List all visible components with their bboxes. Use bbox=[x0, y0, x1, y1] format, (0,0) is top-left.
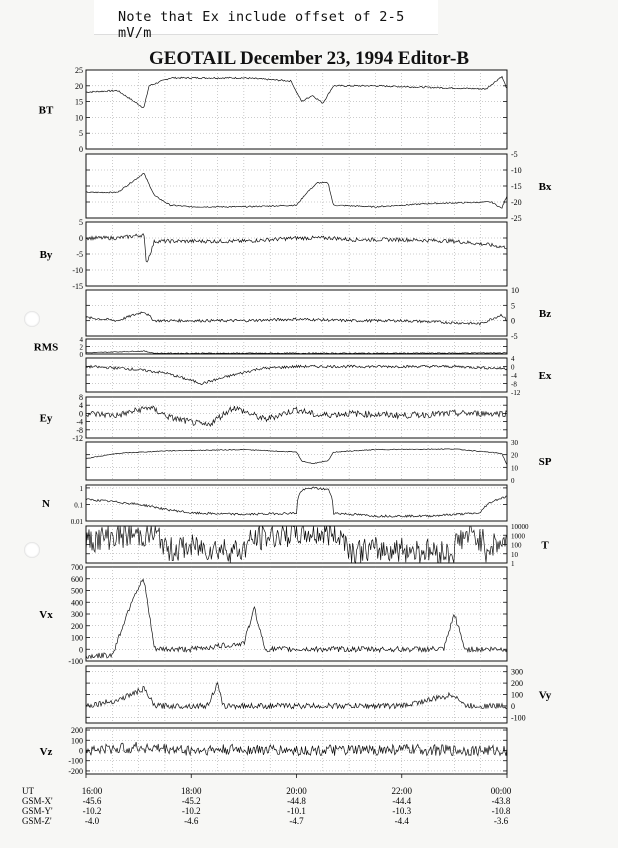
y-tick-label: 1 bbox=[79, 484, 83, 493]
y-tick-label: 30 bbox=[511, 439, 518, 447]
y-tick-label: -10 bbox=[72, 266, 83, 275]
panel-label: BT bbox=[38, 104, 54, 117]
orbit-row-label: GSM-X' bbox=[22, 796, 53, 806]
y-tick-label: 300 bbox=[511, 667, 523, 677]
orbit-row-label: GSM-Y' bbox=[22, 806, 53, 816]
y-tick-label: 0.1 bbox=[74, 501, 83, 510]
orbit-value: -3.6 bbox=[493, 816, 509, 826]
y-tick-label: 100 bbox=[71, 633, 83, 643]
y-tick-label: 0 bbox=[511, 316, 515, 326]
y-tick-label: 20 bbox=[511, 451, 518, 460]
y-tick-label: 200 bbox=[71, 621, 83, 631]
panel-label: RMS bbox=[33, 341, 59, 354]
y-tick-label: -12 bbox=[72, 434, 83, 443]
y-tick-label: -100 bbox=[511, 713, 526, 723]
y-tick-label: 25 bbox=[75, 66, 83, 75]
y-tick-label: 4 bbox=[511, 355, 515, 363]
orbit-value: -10.2 bbox=[181, 806, 201, 816]
y-tick-label: 100 bbox=[511, 541, 522, 550]
y-tick-label: 10 bbox=[75, 113, 83, 123]
y-tick-label: 2 bbox=[79, 343, 83, 352]
y-tick-label: 15 bbox=[75, 97, 83, 107]
orbit-value: -44.4 bbox=[392, 796, 412, 806]
y-tick-label: 10 bbox=[511, 464, 518, 473]
panel-label: Vz bbox=[39, 746, 53, 758]
orbit-value: -4.6 bbox=[184, 816, 199, 826]
y-tick-label: 20 bbox=[75, 81, 83, 91]
orbit-value: -4.4 bbox=[394, 816, 409, 826]
y-tick-label: -20 bbox=[511, 198, 522, 207]
y-tick-label: 0 bbox=[511, 363, 515, 372]
panel-label: Ex bbox=[538, 370, 552, 382]
y-tick-label: 0.01 bbox=[70, 518, 83, 526]
y-tick-label: -8 bbox=[76, 425, 83, 435]
orbit-value: -4.0 bbox=[84, 816, 100, 826]
orbit-value: -10.2 bbox=[82, 806, 102, 816]
y-tick-label: -100 bbox=[68, 657, 83, 666]
y-tick-label: -25 bbox=[511, 214, 522, 223]
y-tick-label: 4 bbox=[79, 336, 83, 344]
panel-label: Ey bbox=[39, 412, 53, 425]
y-tick-label: 0 bbox=[79, 145, 83, 154]
y-tick-label: -8 bbox=[511, 380, 517, 389]
orbit-row-label: GSM-Z' bbox=[22, 816, 52, 826]
y-tick-label: 1000 bbox=[511, 532, 525, 541]
panel-label: Bx bbox=[538, 181, 552, 193]
y-tick-label: 0 bbox=[79, 409, 83, 419]
panel-label: T bbox=[541, 539, 549, 552]
orbit-value: -10.1 bbox=[287, 806, 306, 816]
x-tick-label: 16:00 bbox=[81, 786, 103, 796]
y-tick-label: 700 bbox=[71, 563, 83, 572]
orbit-value: -10.8 bbox=[491, 806, 511, 816]
x-tick-label: 18:00 bbox=[180, 786, 202, 796]
x-tick-label: 00:00 bbox=[490, 786, 512, 796]
y-tick-label: -15 bbox=[72, 282, 83, 291]
y-tick-label: 8 bbox=[79, 393, 83, 402]
y-tick-label: -12 bbox=[511, 389, 521, 397]
y-tick-label: 600 bbox=[71, 574, 83, 584]
y-tick-label: 10 bbox=[511, 550, 518, 559]
y-tick-label: -10 bbox=[511, 166, 522, 175]
y-tick-label: 0 bbox=[79, 645, 83, 655]
x-tick-label: 20:00 bbox=[286, 786, 307, 796]
orbit-row-label: UT bbox=[22, 786, 34, 796]
orbit-value: -45.6 bbox=[82, 796, 102, 806]
orbit-value: -10.3 bbox=[392, 806, 412, 816]
y-tick-label: 200 bbox=[71, 726, 83, 736]
y-tick-label: -4 bbox=[76, 417, 83, 427]
y-tick-label: 100 bbox=[511, 690, 523, 700]
y-tick-label: 5 bbox=[79, 129, 83, 139]
y-tick-label: 0 bbox=[79, 234, 83, 243]
y-tick-label: 5 bbox=[79, 218, 83, 227]
y-tick-label: 300 bbox=[71, 610, 83, 619]
y-tick-label: 1 bbox=[511, 560, 515, 568]
y-tick-label: -100 bbox=[68, 756, 83, 766]
note-text: Note that Ex include offset of 2-5 mV/m bbox=[118, 9, 405, 41]
orbit-value: -4.7 bbox=[289, 816, 304, 826]
y-tick-label: 0 bbox=[511, 477, 515, 485]
panel-label: N bbox=[42, 498, 50, 510]
y-tick-label: -5 bbox=[511, 332, 518, 341]
orbit-value: -43.8 bbox=[491, 796, 511, 806]
y-tick-label: -200 bbox=[68, 766, 83, 776]
y-tick-label: 400 bbox=[71, 598, 83, 608]
y-tick-label: -5 bbox=[511, 150, 518, 159]
y-tick-label: 4 bbox=[79, 401, 83, 411]
panel-label: Bz bbox=[538, 308, 552, 320]
y-tick-label: -15 bbox=[511, 182, 522, 191]
y-tick-label: 0 bbox=[79, 746, 83, 756]
y-tick-label: 500 bbox=[71, 586, 83, 596]
y-tick-label: 5 bbox=[511, 301, 515, 311]
x-tick-label: 22:00 bbox=[391, 786, 413, 796]
panel-label: Vy bbox=[538, 689, 552, 702]
y-tick-label: -5 bbox=[76, 250, 83, 259]
orbit-value: -44.8 bbox=[287, 796, 306, 806]
orbit-value: -45.2 bbox=[181, 796, 201, 806]
y-tick-label: 100 bbox=[71, 736, 83, 746]
y-tick-label: -4 bbox=[511, 372, 517, 380]
y-tick-label: 10 bbox=[511, 286, 519, 295]
panel-label: Vx bbox=[39, 609, 53, 621]
y-tick-label: 0 bbox=[511, 701, 515, 711]
chart-title: GEOTAIL December 23, 1994 Editor-B bbox=[149, 48, 469, 69]
panel-label: SP bbox=[538, 456, 552, 468]
y-tick-label: 0 bbox=[79, 351, 83, 359]
y-tick-label: 200 bbox=[511, 679, 523, 689]
y-tick-label: 10000 bbox=[511, 523, 529, 531]
panel-label: By bbox=[39, 249, 53, 261]
